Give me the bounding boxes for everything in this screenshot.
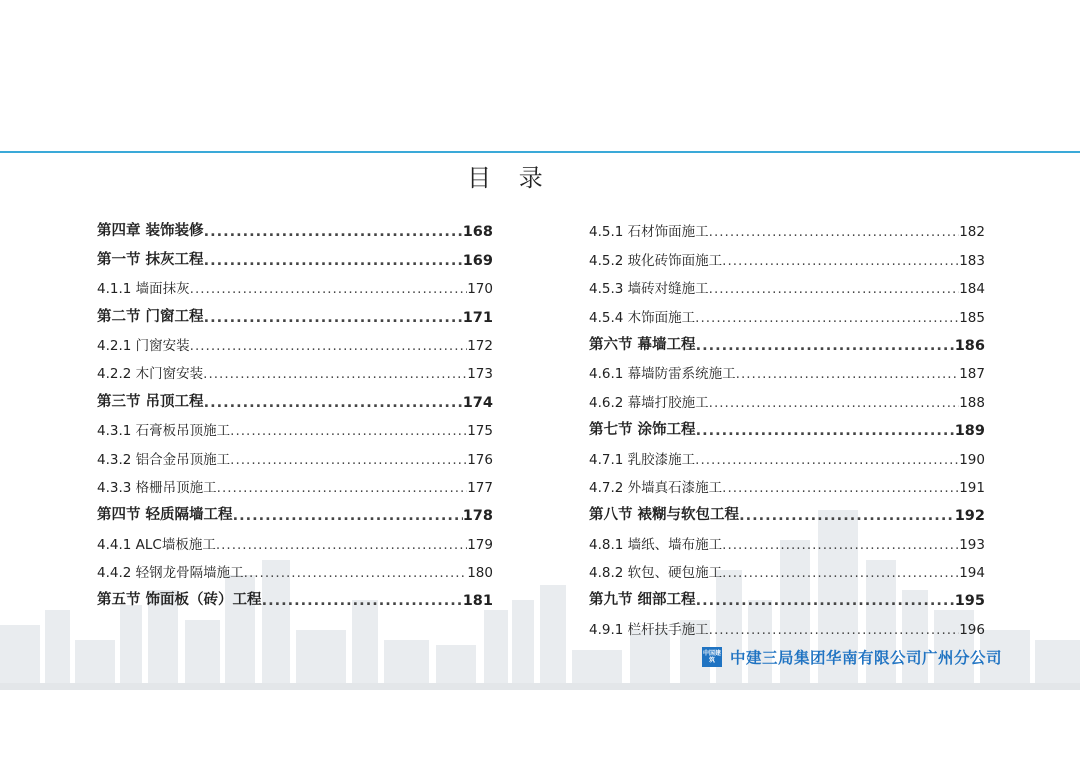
toc-leader-dots [217, 480, 468, 496]
toc-entry[interactable] [589, 581, 985, 609]
toc-leader-dots [190, 338, 468, 354]
toc-entry[interactable] [589, 269, 985, 297]
toc-entry-label: 4.3.1 石膏板吊顶施工 [97, 423, 231, 440]
toc-entry[interactable] [97, 411, 493, 439]
toc-entry[interactable] [589, 326, 985, 354]
toc-entry-label: 4.8.2 软包、硬包施工 [589, 565, 723, 582]
toc-entry-page: 180 [467, 565, 493, 582]
toc-entry-page: 174 [462, 394, 493, 411]
toc-entry-page: 171 [462, 309, 493, 326]
toc-entry-label: 第四章 装饰装修 [97, 223, 204, 240]
toc-entry[interactable] [589, 354, 985, 382]
toc-entry-page: 190 [959, 451, 985, 468]
toc-entry-page: 189 [954, 423, 985, 440]
header-divider-line [0, 151, 1080, 153]
toc-entry[interactable] [97, 439, 493, 467]
page-title: 目 录 [467, 164, 553, 192]
toc-leader-dots [203, 366, 467, 382]
toc-leader-dots [204, 224, 463, 240]
toc-entry-label: 4.3.2 铝合金吊顶施工 [97, 451, 231, 468]
toc-leader-dots [230, 452, 467, 468]
toc-entry-label: 第九节 细部工程 [589, 592, 696, 609]
toc-entry[interactable] [589, 297, 985, 325]
toc-entry-label: 4.5.1 石材饰面施工 [589, 224, 709, 241]
toc-entry-page: 196 [959, 621, 985, 638]
toc-leader-dots [736, 366, 960, 382]
toc-entry[interactable] [589, 468, 985, 496]
toc-entry-label: 4.7.1 乳胶漆施工 [589, 451, 696, 468]
toc-leader-dots [262, 593, 463, 609]
toc-entry[interactable] [589, 411, 985, 439]
toc-entry-page: 169 [462, 252, 493, 269]
toc-leader-dots [695, 310, 959, 326]
toc-entry[interactable] [97, 326, 493, 354]
toc-entry-page: 193 [959, 536, 985, 553]
toc-entry-label: 4.4.1 ALC墙板施工 [97, 536, 216, 553]
toc-entry-page: 192 [954, 508, 985, 525]
toc-entry-label: 4.7.2 外墙真石漆施工 [589, 479, 723, 496]
toc-entry-page: 172 [467, 337, 493, 354]
toc-entry-label: 第六节 幕墙工程 [589, 336, 696, 353]
toc-entry[interactable] [589, 609, 985, 637]
toc-leader-dots [722, 253, 959, 269]
toc-entry[interactable] [97, 496, 493, 524]
toc-leader-dots [722, 537, 959, 553]
toc-entry[interactable] [589, 212, 985, 240]
toc-entry-page: 170 [467, 281, 493, 298]
toc-entry-page: 173 [467, 366, 493, 383]
company-name: 中建三局集团华南有限公司广州分公司 [730, 649, 1003, 667]
toc-entry-label: 4.5.3 墙砖对缝施工 [589, 281, 709, 298]
toc-entry-page: 195 [954, 593, 985, 610]
toc-entry[interactable] [97, 468, 493, 496]
toc-entry[interactable] [97, 581, 493, 609]
toc-entry-page: 177 [467, 479, 493, 496]
toc-entry-page: 175 [467, 423, 493, 440]
toc-entry[interactable] [589, 382, 985, 410]
toc-entry-label: 4.2.1 门窗安装 [97, 337, 190, 354]
toc-leader-dots [204, 310, 463, 326]
toc-leader-dots [696, 423, 955, 439]
toc-entry-label: 第一节 抹灰工程 [97, 251, 204, 268]
toc-entry-label: 第四节 轻质隔墙工程 [97, 507, 233, 524]
toc-entry[interactable] [97, 240, 493, 268]
toc-entry-label: 4.9.1 栏杆扶手施工 [589, 621, 709, 638]
toc-entry-label: 4.3.3 格栅吊顶施工 [97, 479, 217, 496]
toc-entry-page: 188 [959, 394, 985, 411]
toc-leader-dots [695, 452, 959, 468]
toc-leader-dots [722, 565, 959, 581]
toc-entry-label: 4.5.2 玻化砖饰面施工 [589, 252, 723, 269]
toc-entry-label: 4.1.1 墙面抹灰 [97, 281, 190, 298]
cscec-logo-icon: 中国建筑 [702, 647, 722, 667]
toc-leader-dots [696, 593, 955, 609]
toc-leader-dots [709, 622, 960, 638]
toc-entry-label: 4.2.2 木门窗安装 [97, 366, 204, 383]
toc-entry[interactable] [97, 524, 493, 552]
toc-leader-dots [696, 338, 955, 354]
toc-entry[interactable] [97, 269, 493, 297]
toc-entry-page: 191 [959, 479, 985, 496]
toc-left-column [97, 212, 493, 609]
toc-right-column [589, 212, 985, 638]
toc-entry-label: 第二节 门窗工程 [97, 308, 204, 325]
toc-leader-dots [244, 565, 468, 581]
toc-entry[interactable] [589, 439, 985, 467]
toc-leader-dots [190, 281, 468, 297]
toc-leader-dots [233, 508, 463, 524]
toc-entry-page: 182 [959, 224, 985, 241]
toc-entry-page: 187 [959, 366, 985, 383]
toc-entry-page: 194 [959, 565, 985, 582]
toc-entry[interactable] [97, 212, 493, 240]
toc-entry[interactable] [97, 553, 493, 581]
toc-entry-label: 4.5.4 木饰面施工 [589, 309, 696, 326]
toc-leader-dots [230, 423, 467, 439]
toc-entry[interactable] [97, 382, 493, 410]
toc-leader-dots [204, 395, 463, 411]
toc-entry-label: 4.8.1 墙纸、墙布施工 [589, 536, 723, 553]
toc-entry-page: 184 [959, 281, 985, 298]
toc-entry[interactable] [97, 354, 493, 382]
toc-entry-label: 第七节 涂饰工程 [589, 422, 696, 439]
toc-entry-page: 179 [467, 536, 493, 553]
toc-leader-dots [709, 395, 960, 411]
toc-entry[interactable] [589, 553, 985, 581]
toc-entry-page: 181 [462, 593, 493, 610]
toc-entry[interactable] [589, 524, 985, 552]
company-footer [702, 646, 1002, 668]
toc-leader-dots [709, 224, 960, 240]
toc-entry[interactable] [97, 297, 493, 325]
toc-entry-page: 176 [467, 451, 493, 468]
toc-entry-label: 4.6.1 幕墙防雷系统施工 [589, 366, 736, 383]
toc-entry-label: 第八节 裱糊与软包工程 [589, 507, 740, 524]
toc-leader-dots [722, 480, 959, 496]
toc-leader-dots [204, 253, 463, 269]
toc-entry[interactable] [589, 496, 985, 524]
toc-entry-page: 186 [954, 337, 985, 354]
toc-entry-page: 178 [462, 508, 493, 525]
toc-entry[interactable] [589, 240, 985, 268]
toc-entry-label: 4.6.2 幕墙打胶施工 [589, 394, 709, 411]
toc-leader-dots [709, 281, 960, 297]
toc-entry-label: 4.4.2 轻钢龙骨隔墙施工 [97, 565, 244, 582]
toc-entry-label: 第五节 饰面板（砖）工程 [97, 592, 262, 609]
toc-entry-page: 183 [959, 252, 985, 269]
toc-entry-page: 168 [462, 224, 493, 241]
toc-leader-dots [739, 508, 955, 524]
toc-entry-page: 185 [959, 309, 985, 326]
toc-leader-dots [216, 537, 467, 553]
toc-entry-label: 第三节 吊顶工程 [97, 393, 204, 410]
